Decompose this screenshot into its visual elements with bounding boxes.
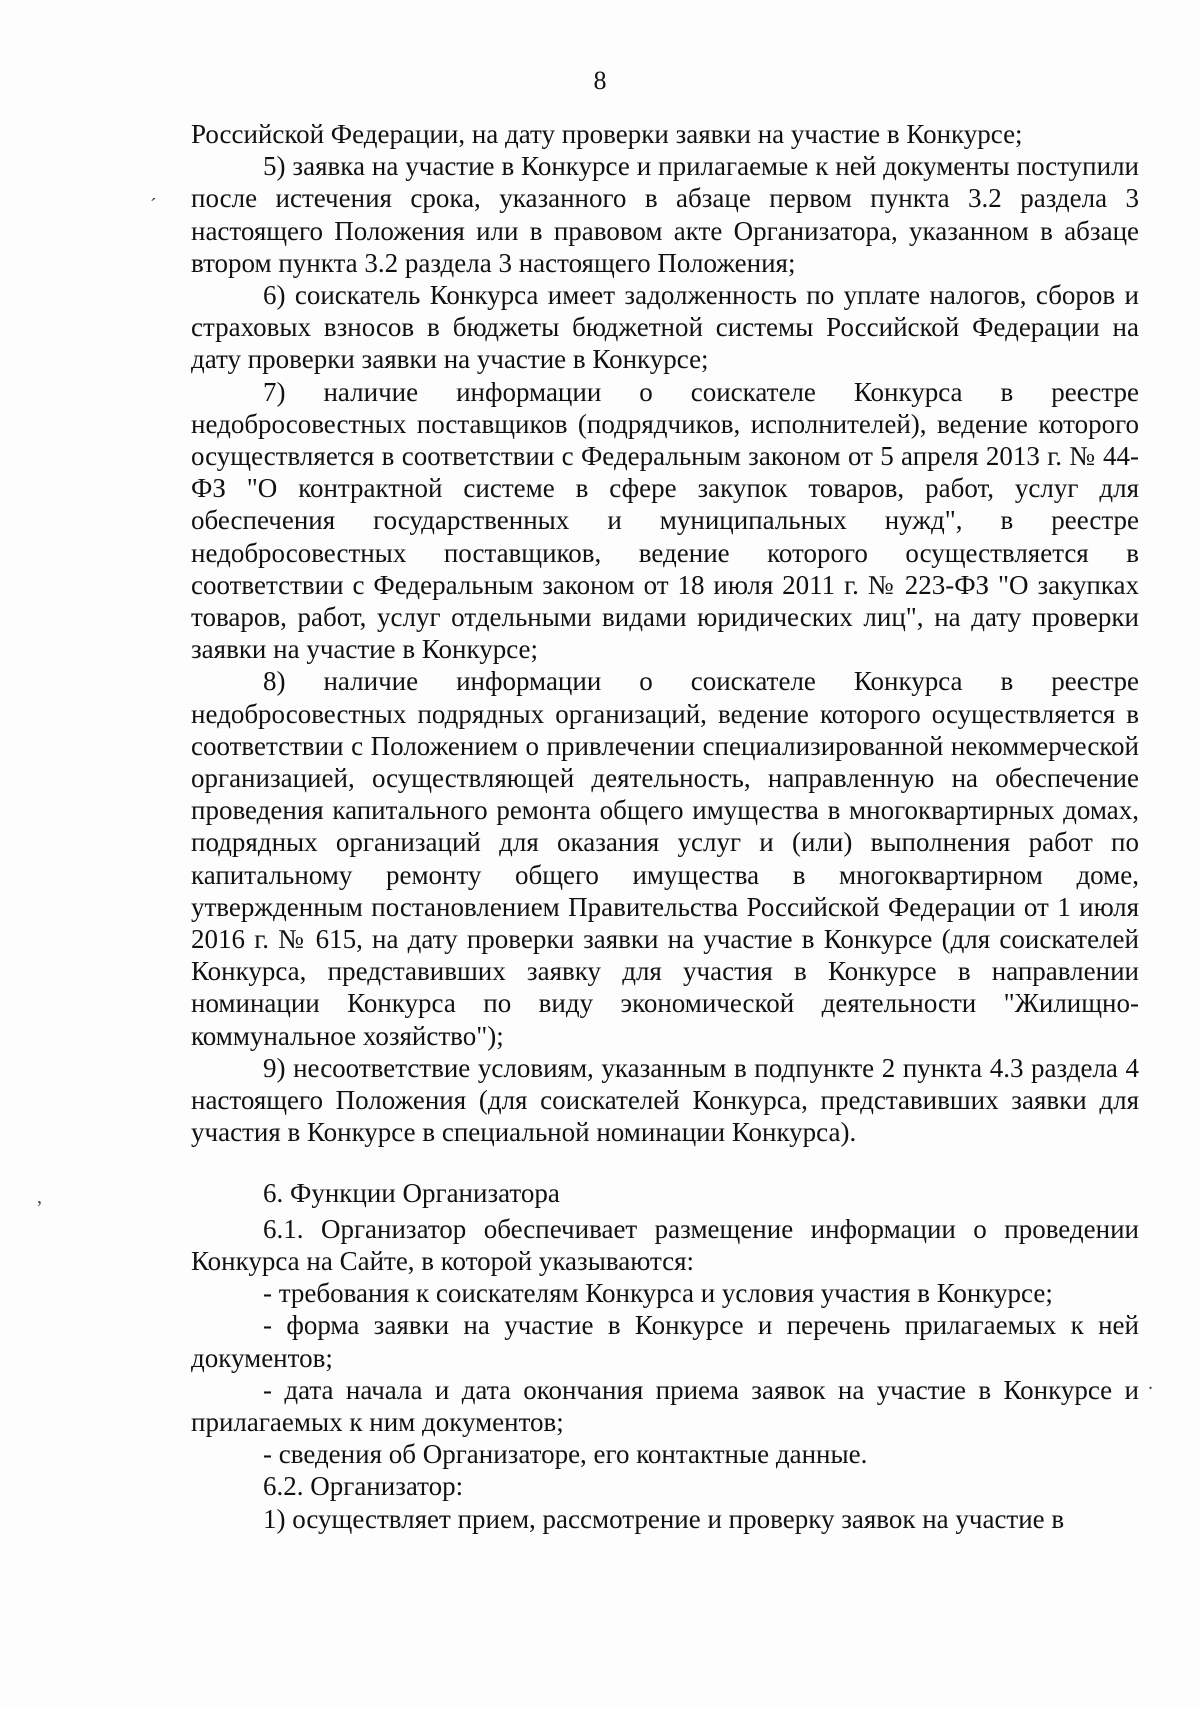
clause-6-1: 6.1. Организатор обеспечивает размещение информации о проведении Конкурса на Сайте, в которой указываются: <box>191 1213 1139 1276</box>
clause-6-2-item-1: 1) осуществляет прием, рассмотрение и проверку заявок на участие в <box>263 1503 1065 1534</box>
section-heading: 6. Функции Организатора <box>263 1177 560 1208</box>
list-item-6: 6) соискатель Конкурса имеет задолженность по уплате налогов, сборов и страховых взносов в бюджеты бюджетной системы Российской Федерации на дату проверки заявки на участие в Конкурсе; <box>191 280 1139 375</box>
paragraph-continuation: Российской Федерации, на дату проверки заявки на участие в Конкурсе; <box>191 119 1023 149</box>
page-number: 8 <box>593 66 607 95</box>
scan-mark: . <box>1148 1372 1153 1394</box>
scan-mark: ´ <box>150 195 157 217</box>
scan-mark: , <box>37 1186 42 1208</box>
list-item-8: 8) наличие информации о соискателе Конкурса в реестре недобросовестных подрядных организаций, ведение которого осуществляется в соответствии с Положением о привлечении специализированной некоммерческой организацией, осуществляющей деятельность, направленную на обеспечение проведения капитального ремонта общего имущества в многоквартирных домах, подрядных организаций для оказания услуг и (или) выполнения работ по капитальному ремонту общего имущества в многоквартирном доме, утвержденным постановлением Правительства Российской Федерации от 1 июля 2016 г. № 615, на дату проверки заявки на участие в Конкурсе (для соискателей Конкурса, представивших заявку для участия в Конкурсе в направлении номинации Конкурса по виду экономической деятельности "Жилищно-коммунальное хозяйство"); <box>191 666 1139 1051</box>
bullet-organizer-info: - сведения об Организаторе, его контактные данные. <box>263 1439 868 1470</box>
list-item-7: 7) наличие информации о соискателе Конкурса в реестре недобросовестных поставщиков (подрядчиков, исполнителей), ведение которого осуществляется в соответствии с Федеральным законом от 5 апреля 2013 г. № 44-ФЗ "О контрактной системе в сфере закупок товаров, работ, услуг для обеспечения государственных и муниципальных нужд", в реестре недобросовестных поставщиков, ведение которого осуществляется в соответствии с Федеральным законом от 18 июля 2011 г. № 223-ФЗ "О закупках товаров, работ, услуг отдельными видами юридических лиц", на дату проверки заявки на участие в Конкурсе; <box>191 376 1139 665</box>
list-item-5: 5) заявка на участие в Конкурсе и прилагаемые к ней документы поступили после истечения срока, указанного в абзаце первом пункта 3.2 раздела 3 настоящего Положения или в правовом акте Организатора, указанном в абзаце втором пункта 3.2 раздела 3 настоящего Положения; <box>191 151 1139 278</box>
clause-6-2: 6.2. Организатор: <box>263 1471 464 1502</box>
list-item-9: 9) несоответствие условиям, указанным в подпункте 2 пункта 4.3 раздела 4 настоящего Положения (для соискателей Конкурса, представивших заявки для участия в Конкурсе в специальной номинации Конкурса). <box>191 1052 1139 1148</box>
bullet-dates: - дата начала и дата окончания приема заявок на участие в Конкурсе и прилагаемых к ним документов; <box>191 1374 1139 1437</box>
bullet-requirements: - требования к соискателям Конкурса и условия участия в Конкурсе; <box>263 1278 1053 1309</box>
bullet-application-form: - форма заявки на участие в Конкурсе и перечень прилагаемых к ней документов; <box>191 1310 1139 1373</box>
document-body <box>191 118 1139 1535</box>
